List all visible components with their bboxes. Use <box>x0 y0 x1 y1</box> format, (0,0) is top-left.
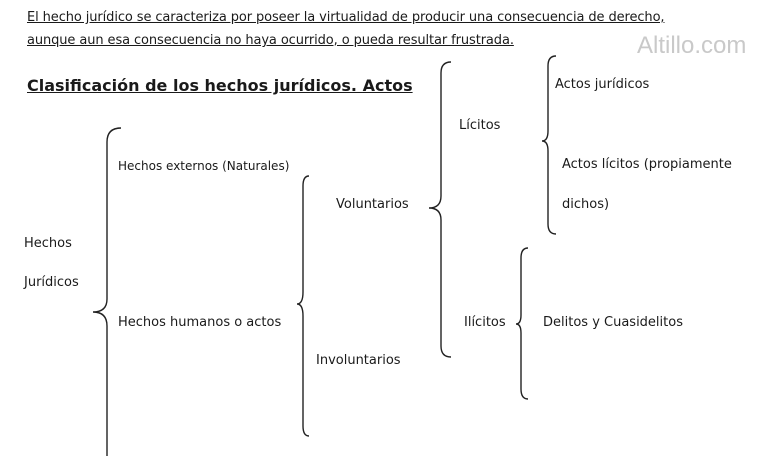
watermark-logo: Altillo.com <box>637 32 747 59</box>
node-actos-juridicos: Actos jurídicos <box>555 77 650 92</box>
node-licitos: Lícitos <box>459 118 501 133</box>
node-hechos-externos: Hechos externos (Naturales) <box>118 159 290 173</box>
root-label-line-2: Jurídicos <box>24 275 79 290</box>
node-actos-licitos-line-2: dichos) <box>562 197 610 212</box>
intro-line-2: aunque aun esa consecuencia no haya ocurrido, o pueda resultar frustrada. <box>27 33 514 48</box>
brace-humanos <box>297 176 309 436</box>
brace-licitos <box>542 56 556 234</box>
brace-ilicitos <box>516 248 528 399</box>
node-actos-licitos-line-1: Actos lícitos (propiamente <box>562 157 732 172</box>
page-title: Clasificación de los hechos jurídicos. Actos <box>27 76 413 95</box>
node-hechos-humanos: Hechos humanos o actos <box>118 315 282 330</box>
node-voluntarios: Voluntarios <box>336 197 409 212</box>
node-ilicitos: Ilícitos <box>464 315 506 330</box>
node-involuntarios: Involuntarios <box>316 353 401 368</box>
node-delitos: Delitos y Cuasidelitos <box>543 315 683 330</box>
brace-root <box>93 128 121 456</box>
intro-line-1: El hecho jurídico se caracteriza por poseer la virtualidad de producir una consecuencia de derecho, <box>27 10 665 25</box>
root-label-line-1: Hechos <box>24 236 72 251</box>
brace-voluntarios <box>429 62 451 357</box>
